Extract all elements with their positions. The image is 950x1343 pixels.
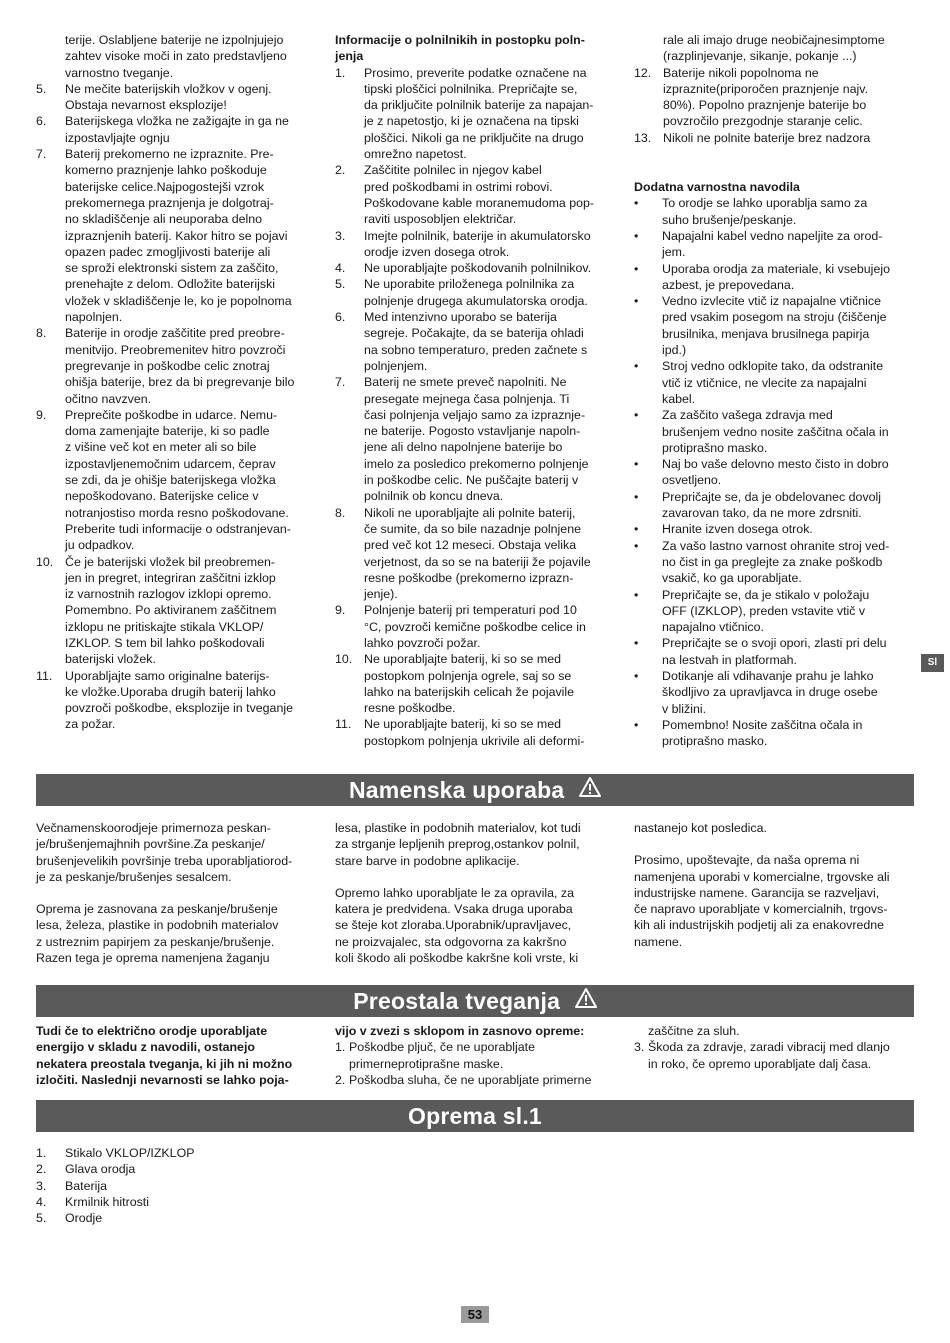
list-item (335, 1039, 618, 1072)
text-line: škodljivo za upravljavca in druge osebe (662, 685, 878, 700)
list-item (335, 228, 618, 261)
bullet-dot-icon: • (634, 261, 639, 276)
text-line: tipski ploščici polnilnika. Prepričajte se, (364, 81, 578, 96)
text-line: doma zamenjajte baterije, ki so padle (65, 424, 270, 439)
bullet-dot-icon: • (634, 717, 639, 732)
text-line: povzroči poškodbe, eksplozije in tveganje (65, 701, 293, 716)
text-line: Uporabljajte samo originalne baterijs- (65, 668, 270, 683)
text-line: zaščitne za sluh. (648, 1024, 740, 1038)
text-line: če sumite, da so bile nazadnje polnjene (364, 521, 581, 536)
equipment-label: Krmilnik hitrosti (65, 1194, 149, 1209)
heading-line: Informacije o polnilnikih in postopku poln- (335, 33, 585, 47)
text-line: kabel. (662, 391, 696, 406)
text-line: Stroj vedno odklopite tako, da odstranite (662, 359, 884, 374)
text-line: resne poškodbe (prekomerno izprazn- (364, 570, 574, 585)
item-number: 9. (335, 603, 346, 618)
text-line: suho brušenje/peskanje. (662, 212, 797, 227)
text-line: omrežno napetost. (364, 147, 467, 162)
list-item (335, 260, 618, 276)
residual-risks-intro (36, 1023, 319, 1088)
bullet-item (634, 538, 917, 587)
text-line: raviti usposobljen električar. (364, 212, 517, 227)
equipment-item (36, 1161, 319, 1177)
text-line: azbest, je prepovedana. (662, 277, 795, 292)
text-line: zahtev visoke moči in zato predstavljeno (65, 49, 287, 64)
intended-use-column-1 (36, 820, 319, 966)
bullet-item (634, 195, 917, 228)
charger-info-continuation (634, 32, 917, 65)
text-line: zavarovan tako, da ne more zdrsniti. (662, 506, 862, 521)
text-line: opazen padec zmogljivosti baterije ali (65, 244, 271, 259)
item-number: 5. (36, 81, 47, 96)
section-title: Namenska uporaba (349, 777, 565, 803)
text-line: polnjenjem. (364, 358, 428, 373)
text-line: je/brušenjemajhnih površine.Za peskanje/ (36, 837, 265, 852)
text-line: Naj bo vaše delovno mesto čisto in dobro (662, 457, 889, 472)
equipment-item (36, 1145, 319, 1161)
text-line: izpostavljajte ognju (65, 130, 170, 145)
heading-line: jenja (335, 49, 364, 64)
text-line: Prosimo, upoštevajte, da naša oprema ni (634, 853, 860, 868)
text-line: Nikoli ne polnite baterije brez nadzora (663, 130, 871, 145)
equipment-label: Stikalo VKLOP/IZKLOP (65, 1146, 195, 1160)
text-line: varnostno tveganje. (65, 65, 174, 80)
text-line: pred vsakim posegom na stroju (čiščenje (662, 310, 887, 325)
bullet-item (634, 407, 917, 456)
list-item (335, 651, 618, 716)
text-line: se sproži elektronski sistem za zaščito, (65, 261, 279, 276)
text-line: osvetljeno. (662, 473, 722, 488)
text-line: za požar. (65, 717, 116, 732)
item-number: 6. (335, 310, 346, 325)
item-number: 2. (36, 1162, 47, 1177)
bullet-item (634, 717, 917, 750)
text-line: notranjostiso morda resno poškodovane. (65, 505, 289, 520)
item-number: 13. (634, 130, 652, 145)
text-line: jen in pregret, integriran zaščitni izklop (65, 570, 276, 585)
text-line: postopkom polnjenja ogrele, saj so se (364, 668, 572, 683)
text-line: lesa, železa, plastike in podobnih materialov (36, 918, 279, 933)
text-line: Baterijskega vložka ne zažigajte in ga ne (65, 114, 289, 129)
item-number: 7. (335, 375, 346, 390)
paragraph (36, 820, 319, 885)
item-number: 12. (634, 65, 652, 80)
text-line: polnjenje drugega akumulatorska orodja. (364, 293, 588, 308)
text-line: Napajalni kabel vedno napeljite za orod- (662, 228, 883, 243)
battery-safety-lead (36, 32, 319, 81)
text-line: kih ali industrijskih podjetij ali za enakovredne (634, 918, 885, 933)
text-line: časi polnjenja veljajo samo za izpraznje- (364, 407, 586, 422)
intended-use-column-2 (335, 820, 618, 966)
bullet-dot-icon: • (634, 457, 639, 472)
text-line: (razplinjevanje, sikanje, pokanje ...) (663, 49, 857, 64)
equipment-label: Baterija (65, 1178, 108, 1193)
list-item (634, 130, 917, 146)
text-line: Opremo lahko uporabljate le za opravila, za (335, 885, 574, 900)
text-line: postopkom polnjenja ukrivile ali deformi- (364, 733, 585, 748)
section-banner-intended-use (36, 774, 914, 806)
text-line: protiprašno masko. (662, 440, 768, 455)
text-line: Prosimo, preverite podatke označene na (364, 65, 587, 80)
item-number: 3. (335, 228, 346, 243)
text-line: baterijske celice.Najpogostejši vzrok (65, 179, 265, 194)
text-line: iz varnostnih razlogov izklopi opremo. (65, 587, 272, 602)
text-line: baterijski vložek. (65, 652, 156, 667)
text-line: pred poškodbami in ostrimi robovi. (364, 179, 553, 194)
intended-use-column-3 (634, 820, 917, 950)
item-number: 10. (36, 554, 54, 569)
text-line: jenje). (364, 587, 398, 602)
text-line: Vedno izvlecite vtič iz napajalne vtičnice (662, 294, 882, 309)
text-line: OFF (IZKLOP), preden vstavite vtič v (662, 603, 866, 618)
text-line: in roko, če opremo uporabljate dalj časa. (648, 1056, 872, 1071)
list-item (36, 81, 319, 114)
text-line: verjetnost, da so se na bateriji že pojavile (364, 554, 591, 569)
text-line: no čist in ga preglejte za znake poškodb (662, 554, 883, 569)
text-line: Nikoli ne uporabljajte ali polnite baterij, (364, 505, 576, 520)
text-line: v bližini. (662, 701, 707, 716)
additional-safety-column (634, 32, 917, 749)
equipment-item (36, 1194, 319, 1210)
section-banner-equipment (36, 1100, 914, 1132)
list-item (335, 162, 618, 227)
bullet-dot-icon: • (634, 294, 639, 309)
equipment-item (36, 1210, 319, 1226)
text-line: Baterije nikoli popolnoma ne (663, 65, 819, 80)
list-item (335, 65, 618, 163)
text-line: nepoškodovano. Baterijske celice v (65, 489, 259, 504)
text-line: energijo v skladu z navodili, ostanejo (36, 1040, 255, 1055)
text-line: povzročilo prezgodnje staranje celic. (663, 114, 863, 129)
text-line: Tudi če to električno orodje uporabljate (36, 1024, 268, 1038)
warning-triangle-icon (575, 984, 597, 1016)
item-number: 8. (335, 505, 346, 520)
item-number: 8. (36, 326, 47, 341)
list-item (335, 505, 618, 603)
item-number: 4. (335, 261, 346, 276)
item-number: 5. (36, 1211, 47, 1226)
list-item (634, 65, 917, 130)
bullet-item (634, 261, 917, 294)
text-line: rale ali imajo druge neobičajnesimptome (663, 33, 885, 47)
bullet-dot-icon: • (634, 668, 639, 683)
text-line: Uporaba orodja za materiale, ki vsebujejo (662, 261, 890, 276)
item-number: 5. (335, 277, 346, 292)
item-number: 2. (335, 163, 346, 178)
charger-info-list-continued (634, 65, 917, 146)
text-line: Ne uporabite priloženega polnilnika za (364, 277, 575, 292)
warning-triangle-icon (579, 773, 601, 805)
text-line: 80%). Popolno praznjenje baterije bo (663, 98, 867, 113)
list-item (335, 1072, 618, 1088)
item-number: 1. (335, 65, 346, 80)
text-line: no skladiščenje ali neuporaba delno (65, 212, 263, 227)
bullet-item (634, 521, 917, 537)
equipment-list (36, 1145, 319, 1226)
item-number: 1. (36, 1146, 47, 1160)
item-number: 11. (36, 668, 53, 683)
text-line: Obstaja nevarnost eksplozije! (65, 98, 227, 113)
text-line: Prepričajte se, da je stikalo v položaju (662, 587, 870, 602)
text-line: Ne mečite baterijskih vložkov v ogenj. (65, 81, 272, 96)
bullet-item (634, 293, 917, 358)
text-line: Prepričajte se o svoji opori, zlasti pri delu (662, 636, 887, 651)
text-line: imelo za posledico prekomerno polnjenje (364, 456, 589, 471)
text-line: če napravo uporabljate v komercialnih, trgovs- (634, 902, 888, 917)
text-line: Baterije in orodje zaščitite pred preobre- (65, 326, 285, 341)
text-line: katera je predvidena. Vsaka druga uporaba (335, 902, 573, 917)
bullet-dot-icon: • (634, 196, 639, 211)
bullet-dot-icon: • (634, 489, 639, 504)
text-line: segreje. Počakajte, da se baterija ohladi (364, 326, 584, 341)
text-line: nastanejo kot posledica. (634, 821, 767, 835)
text-line: ohišja baterije, brez da bi pregrevanje bilo (65, 375, 295, 390)
text-line: presegate mejnega časa polnjenja. Ti (364, 391, 570, 406)
text-line: je z napetostjo, ki je označena na tipski (364, 114, 579, 129)
text-line: na lestvah in platformah. (662, 652, 797, 667)
text-line: brusilnika, menjava brusilnega papirja (662, 326, 870, 341)
text-line: Večnamenskoorodjeje primernoza peskan- (36, 821, 271, 835)
text-line: prekomernega praznjenja je dolgotraj- (65, 195, 274, 210)
residual-risks-column-2 (335, 1023, 618, 1088)
bullet-item (634, 489, 917, 522)
text-line: Med intenzivno uporabo se baterija (364, 310, 557, 325)
text-line: Za vašo lastno varnost ohranite stroj ved- (662, 538, 890, 553)
charger-info-list (335, 65, 618, 749)
text-line: polnilnik ob koncu dneva. (364, 489, 504, 504)
text-line: komerno praznjenje lahko poškoduje (65, 163, 267, 178)
bullet-item (634, 587, 917, 636)
list-item (335, 276, 618, 309)
paragraph (335, 885, 618, 966)
text-line: Škoda za zdravje, zaradi vibracij med dlanjo (648, 1040, 890, 1055)
text-line: z ustreznim papirjem za peskanje/brušenje. (36, 934, 275, 949)
text-line: Poškodbe pljuč, če ne uporabljate (349, 1040, 535, 1055)
text-line: jem. (662, 245, 686, 260)
bullet-dot-icon: • (634, 522, 639, 537)
list-item (335, 602, 618, 651)
text-line: se zdi, da je ohišje baterijskega vložka (65, 473, 276, 488)
text-line: orodje izven dosega otrok. (364, 244, 510, 259)
text-line: da priključite polnilnik baterije za napajan- (364, 98, 594, 113)
text-line: izločiti. Naslednji nevarnosti se lahko poja- (36, 1072, 289, 1087)
text-line: prenehajte z delom. Odložite baterijski (65, 277, 276, 292)
text-line: terije. Oslabljene baterije ne izpolnjujejo (65, 33, 284, 47)
charger-info-heading (335, 32, 618, 65)
text-line: in poškodbe celic. Ne puščajte baterij v (364, 473, 579, 488)
text-line: brušenjevelikih površinje treba uporabljatiorod- (36, 853, 293, 868)
equipment-item (36, 1178, 319, 1194)
item-number: 2. (335, 1072, 346, 1087)
text-line: ke vložke.Uporaba drugih baterij lahko (65, 684, 276, 699)
list-item (335, 374, 618, 504)
text-line: ne proizvajalec, sta odgovorna za kakršno (335, 934, 567, 949)
additional-safety-heading: Dodatna varnostna navodila (634, 180, 800, 195)
text-line: vsakič, ko ga uporabljate. (662, 571, 802, 586)
item-number: 3. (634, 1040, 645, 1055)
paragraph (634, 852, 917, 950)
text-line: Pomembno. Po aktiviranem zaščitnem (65, 603, 277, 618)
battery-safety-column (36, 32, 319, 733)
text-line: ploščici. Nikoli ga ne priključite na drugo (364, 130, 584, 145)
text-line: protiprašno masko. (662, 734, 768, 749)
additional-safety-list (634, 195, 917, 749)
text-line: Ne uporabljajte baterij, ki so se med (364, 717, 561, 732)
list-item (36, 407, 319, 554)
text-line: Ne uporabljajte poškodovanih polnilnikov. (364, 261, 592, 276)
text-line: namene. (634, 934, 683, 949)
language-tab: Sl (921, 654, 944, 672)
text-line: pregrevanje in poškodbe celic znotraj (65, 358, 270, 373)
text-line: stare barve in podobne aplikacije. (335, 853, 520, 868)
text-line: očitno navzven. (65, 391, 152, 406)
section-title: Oprema sl.1 (408, 1103, 542, 1129)
text-line: lahko povzroči požar. (364, 635, 481, 650)
residual-risks-intro-end: vijo v zvezi s sklopom in zasnovo opreme: (335, 1024, 585, 1038)
residual-risks-list (335, 1039, 618, 1088)
charger-info-column (335, 32, 618, 749)
battery-safety-list (36, 81, 319, 733)
text-line: Ne uporabljajte baterij, ki so se med (364, 652, 561, 667)
residual-risks-column-3 (634, 1023, 917, 1072)
text-line: resne poškodbe. (364, 701, 456, 716)
text-line: vtič iz vtičnice, ne vlecite za napajalni (662, 375, 867, 390)
text-line: Preberite tudi informacije o odstranjevan- (65, 521, 291, 536)
text-line: ju odpadkov. (65, 538, 135, 553)
text-line: napajalno vtičnico. (662, 620, 764, 635)
text-line: izpraznite(priporočen praznjenje najv. (663, 81, 869, 96)
bullet-item (634, 358, 917, 407)
text-line: Oprema je zasnovana za peskanje/brušenje (36, 902, 278, 917)
text-line: Za zaščito vašega zdravja med (662, 408, 833, 423)
list-item (335, 309, 618, 374)
text-line: Hranite izven dosega otrok. (662, 522, 813, 537)
item-number: 6. (36, 114, 47, 129)
text-line: Preprečite poškodbe in udarce. Nemu- (65, 407, 278, 422)
text-line: je za peskanje/brušenjes sesalcem. (36, 869, 232, 884)
bullet-dot-icon: • (634, 636, 639, 651)
text-line: IZKLOP. S tem bil lahko poškodovali (65, 635, 265, 650)
text-line: Razen tega je oprema namenjena žaganju (36, 951, 270, 966)
bullet-item (634, 228, 917, 261)
bullet-item (634, 668, 917, 717)
item-number: 1. (335, 1040, 346, 1055)
bullet-dot-icon: • (634, 408, 639, 423)
item-number: 4. (36, 1194, 47, 1209)
list-item (36, 668, 319, 733)
text-line: Imejte polnilnik, baterije in akumulatorsko (364, 228, 591, 243)
item-number: 7. (36, 147, 47, 162)
text-line: za strganje lepljenih preprog,ostankov polnil, (335, 837, 580, 852)
text-line: Baterij ne smete preveč napolniti. Ne (364, 375, 567, 390)
text-line: Poškodba sluha, če ne uporabljate primerne (349, 1072, 592, 1087)
bullet-dot-icon: • (634, 359, 639, 374)
bullet-dot-icon: • (634, 228, 639, 243)
paragraph (36, 901, 319, 966)
paragraph (634, 820, 917, 836)
text-line: menitvijo. Preobremenitev hitro povzroči (65, 342, 286, 357)
text-line: Zaščitite polnilec in njegov kabel (364, 163, 542, 178)
text-line: napolnjen. (65, 310, 123, 325)
text-line: lahko na baterijskih celicah že pojavile (364, 684, 575, 699)
text-line: z višine več kot en meter ali so bile (65, 440, 257, 455)
list-item (36, 325, 319, 406)
text-line: koli škodo ali poškodbe kakršne koli vrste, ki (335, 951, 579, 966)
list-item (634, 1039, 917, 1072)
item-number: 10. (335, 652, 353, 667)
text-line: Pomembno! Nosite zaščitna očala in (662, 717, 863, 732)
text-line: vložek v skladiščenje le, ko je popolnoma (65, 293, 292, 308)
text-line: industrijske namene. Garancija se razveljavi, (634, 885, 880, 900)
text-line: jene ali delno napolnjene baterije bo (364, 440, 563, 455)
text-line: To orodje se lahko uporablja samo za (662, 196, 868, 211)
item-number: 11. (335, 717, 352, 732)
bullet-item (634, 456, 917, 489)
text-line: izpostavljenemočnim udarcem, čeprav (65, 456, 276, 471)
residual-risks-list-continued (634, 1039, 917, 1072)
text-line: Prepričajte se, da je obdelovanec dovolj (662, 489, 882, 504)
text-line: se šteje kot zloraba.Uporabnik/upravljavec, (335, 918, 572, 933)
list-item (36, 554, 319, 668)
list-item (36, 146, 319, 325)
item-number: 3. (36, 1178, 47, 1193)
text-line: Baterij prekomerno ne izpraznite. Pre- (65, 147, 274, 162)
equipment-label: Orodje (65, 1211, 103, 1226)
item-number: 9. (36, 407, 47, 422)
text-line: lesa, plastike in podobnih materialov, kot tudi (335, 821, 581, 835)
text-line: pred več kot 12 meseci. Obstaja velika (364, 538, 577, 553)
text-line: brušenjem vedno nosite zaščitna očala in (662, 424, 889, 439)
bullet-item (634, 635, 917, 668)
section-title: Preostala tveganja (353, 988, 561, 1014)
text-line: ipd.) (662, 343, 687, 358)
bullet-dot-icon: • (634, 587, 639, 602)
equipment-column (36, 1145, 319, 1226)
equipment-label: Glava orodja (65, 1162, 136, 1177)
text-line: Poškodovane kable moranemudoma pop- (364, 195, 595, 210)
list-item (335, 716, 618, 749)
section-banner-residual-risks (36, 985, 914, 1017)
text-line: nekatera preostala tveganja, ki jih ni možno (36, 1056, 293, 1071)
text-line: Dotikanje ali vdihavanje prahu je lahko (662, 668, 874, 683)
text-line: izpraznjenih baterij. Kakor hitro se pojavi (65, 228, 288, 243)
text-line: na sobno temperaturo, preden začnete s (364, 342, 588, 357)
text-line: Polnjenje baterij pri temperaturi pod 10 (364, 603, 577, 618)
bullet-dot-icon: • (634, 538, 639, 553)
page-number: 53 (461, 1306, 489, 1323)
paragraph (335, 820, 618, 869)
text-line: °C, povzroči kemične poškodbe celice in (364, 619, 586, 634)
text-line: namenjena uporabi v komercialne, trgovske ali (634, 869, 890, 884)
list-item (36, 113, 319, 146)
text-line: primerneprotiprašne maske. (349, 1056, 504, 1071)
text-line: Če je baterijski vložek bil preobremen- (65, 554, 276, 569)
text-line: izklopu ne pritiskajte stikala VKLOP/ (65, 619, 264, 634)
text-line: ne baterije. Pogosto vstavljanje napoln- (364, 424, 581, 439)
